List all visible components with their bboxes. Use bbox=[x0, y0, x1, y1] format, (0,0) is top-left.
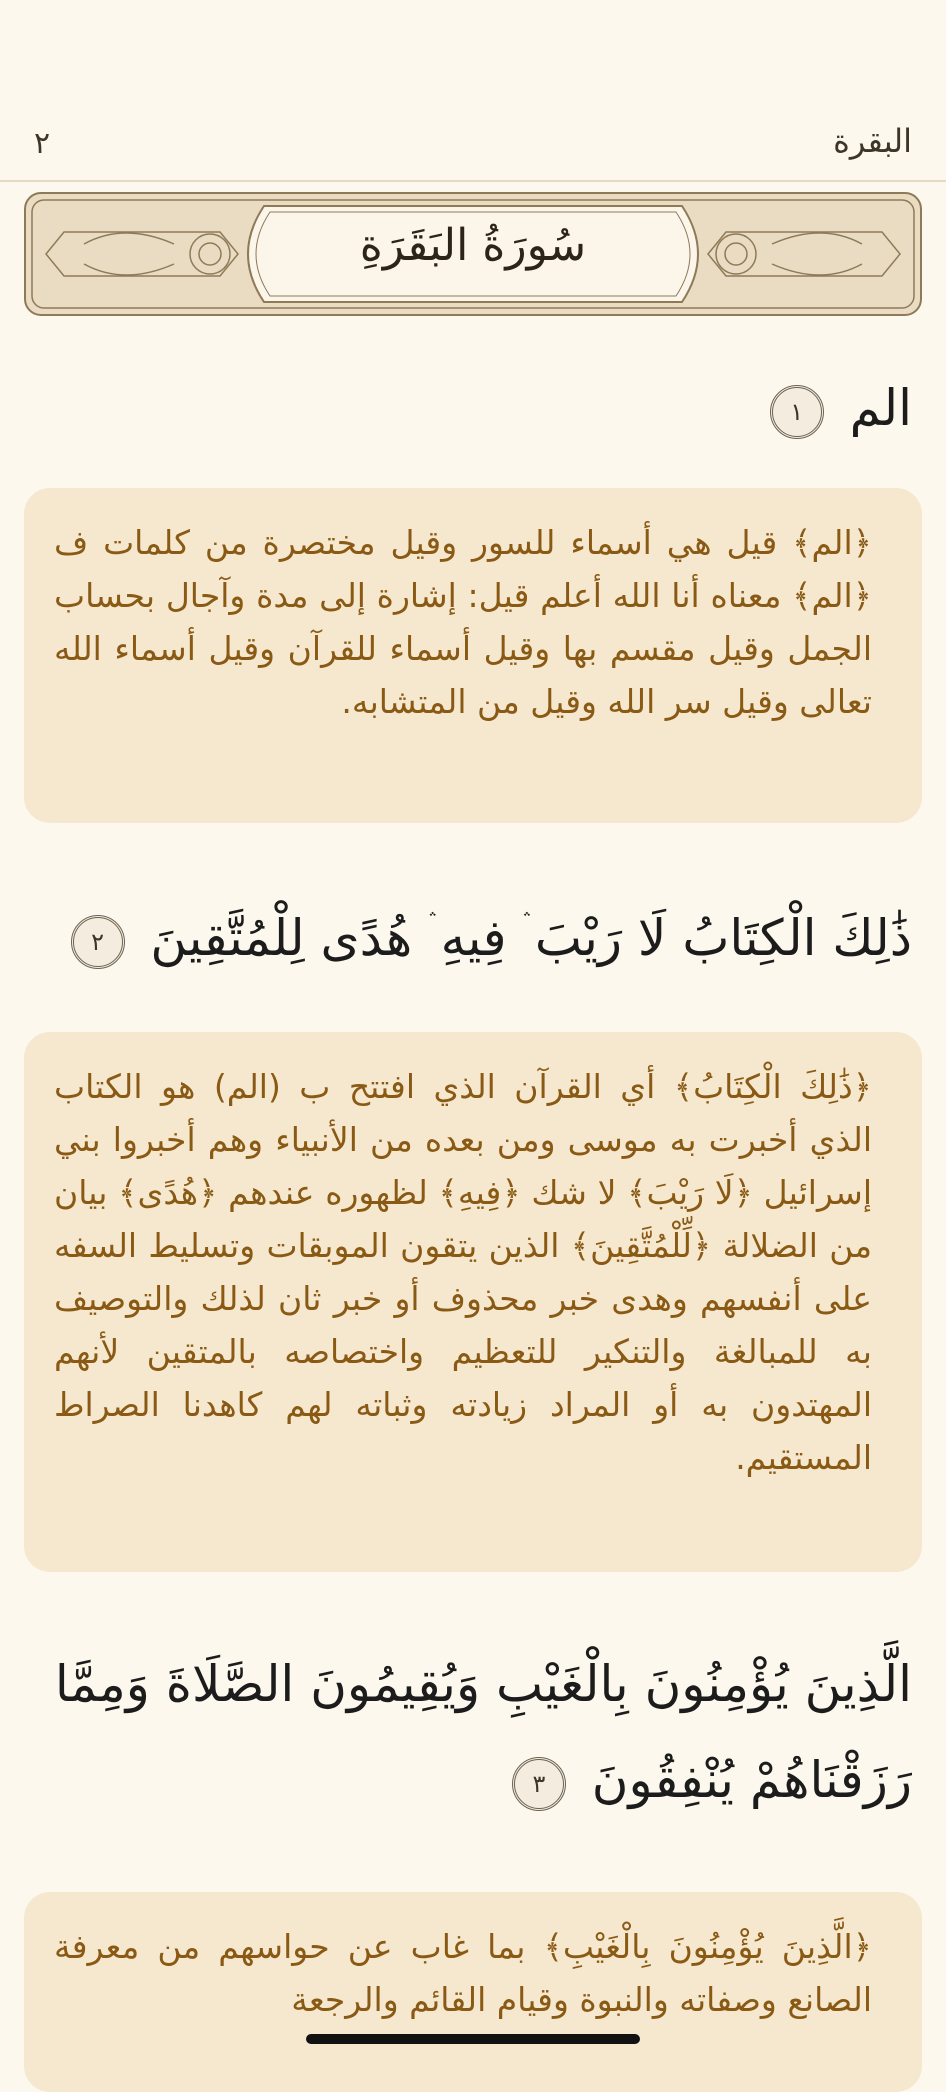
tafsir-card-3[interactable] bbox=[24, 1892, 922, 2092]
tafsir-card-2[interactable] bbox=[24, 1032, 922, 1572]
tafsir-text: ﴿الَّذِينَ يُؤْمِنُونَ بِالْغَيْبِ﴾ بما غاب عن حواسهم من معرفة الصانع وصفاته والنبوة وقيام القائم والرجعة bbox=[54, 1927, 872, 2019]
tafsir-text: ﴿ذَٰلِكَ الْكِتَابُ﴾ أي القرآن الذي افتتح ب (الم) هو الكتاب الذي أخبرت به موسى ومن بعده من الأنبياء وهم أخبروا بني إسرائيل ﴿لَا رَيْبَ﴾ لا شك ﴿فِيهِ﴾ لظهوره عندهم ﴿هُدًى﴾ بيان من الضلالة ﴿لِّلْمُتَّقِينَ﴾ الذين يتقون الموبقات وتسليط السفه على أنفسهم وهدى خبر محذوف أو خبر ثان لذلك والتوصيف به للمبالغة والتنكير للتعظيم واختصاصه بالمتقين لأنهم المهتدون به أو المراد زيادته وثباته لهم كاهدنا الصراط المستقيم. bbox=[54, 1067, 872, 1477]
tafsir-card-1[interactable] bbox=[24, 488, 922, 823]
page-header bbox=[0, 0, 946, 182]
surah-title: سُورَةُ البَقَرَةِ bbox=[359, 220, 587, 271]
ayah-number-badge: ٣ bbox=[512, 1757, 566, 1811]
verse-text: الم bbox=[849, 379, 912, 437]
surah-name-header: البقرة bbox=[833, 122, 912, 160]
home-indicator[interactable] bbox=[306, 2034, 640, 2044]
ayah-number-badge: ٢ bbox=[71, 915, 125, 969]
verse-2[interactable] bbox=[40, 890, 912, 986]
verse-text: الَّذِينَ يُؤْمِنُونَ بِالْغَيْبِ وَيُقِيمُونَ الصَّلَاةَ وَمِمَّا رَزَقْنَاهُمْ يُنْفِقُونَ bbox=[54, 1655, 912, 1809]
verse-text: ذَٰلِكَ الْكِتَابُ لَا رَيْبَ ۛ فِيهِ ۛ هُدًى لِلْمُتَّقِينَ bbox=[150, 909, 912, 967]
verse-3[interactable] bbox=[40, 1636, 912, 1828]
tafsir-text: ﴿الم﴾ قيل هي أسماء للسور وقيل مختصرة من كلمات ف ﴿الم﴾ معناه أنا الله أعلم قيل: إشارة إلى مدة وآجال بحساب الجمل وقيل مقسم بها وقيل أسماء للقرآن وقيل أسماء الله تعالى وقيل سر الله وقيل من المتشابه. bbox=[54, 523, 872, 721]
verse-1[interactable] bbox=[40, 360, 912, 456]
surah-banner bbox=[24, 192, 922, 316]
page-number: ٢ bbox=[34, 126, 51, 161]
ayah-number-badge: ١ bbox=[770, 385, 824, 439]
